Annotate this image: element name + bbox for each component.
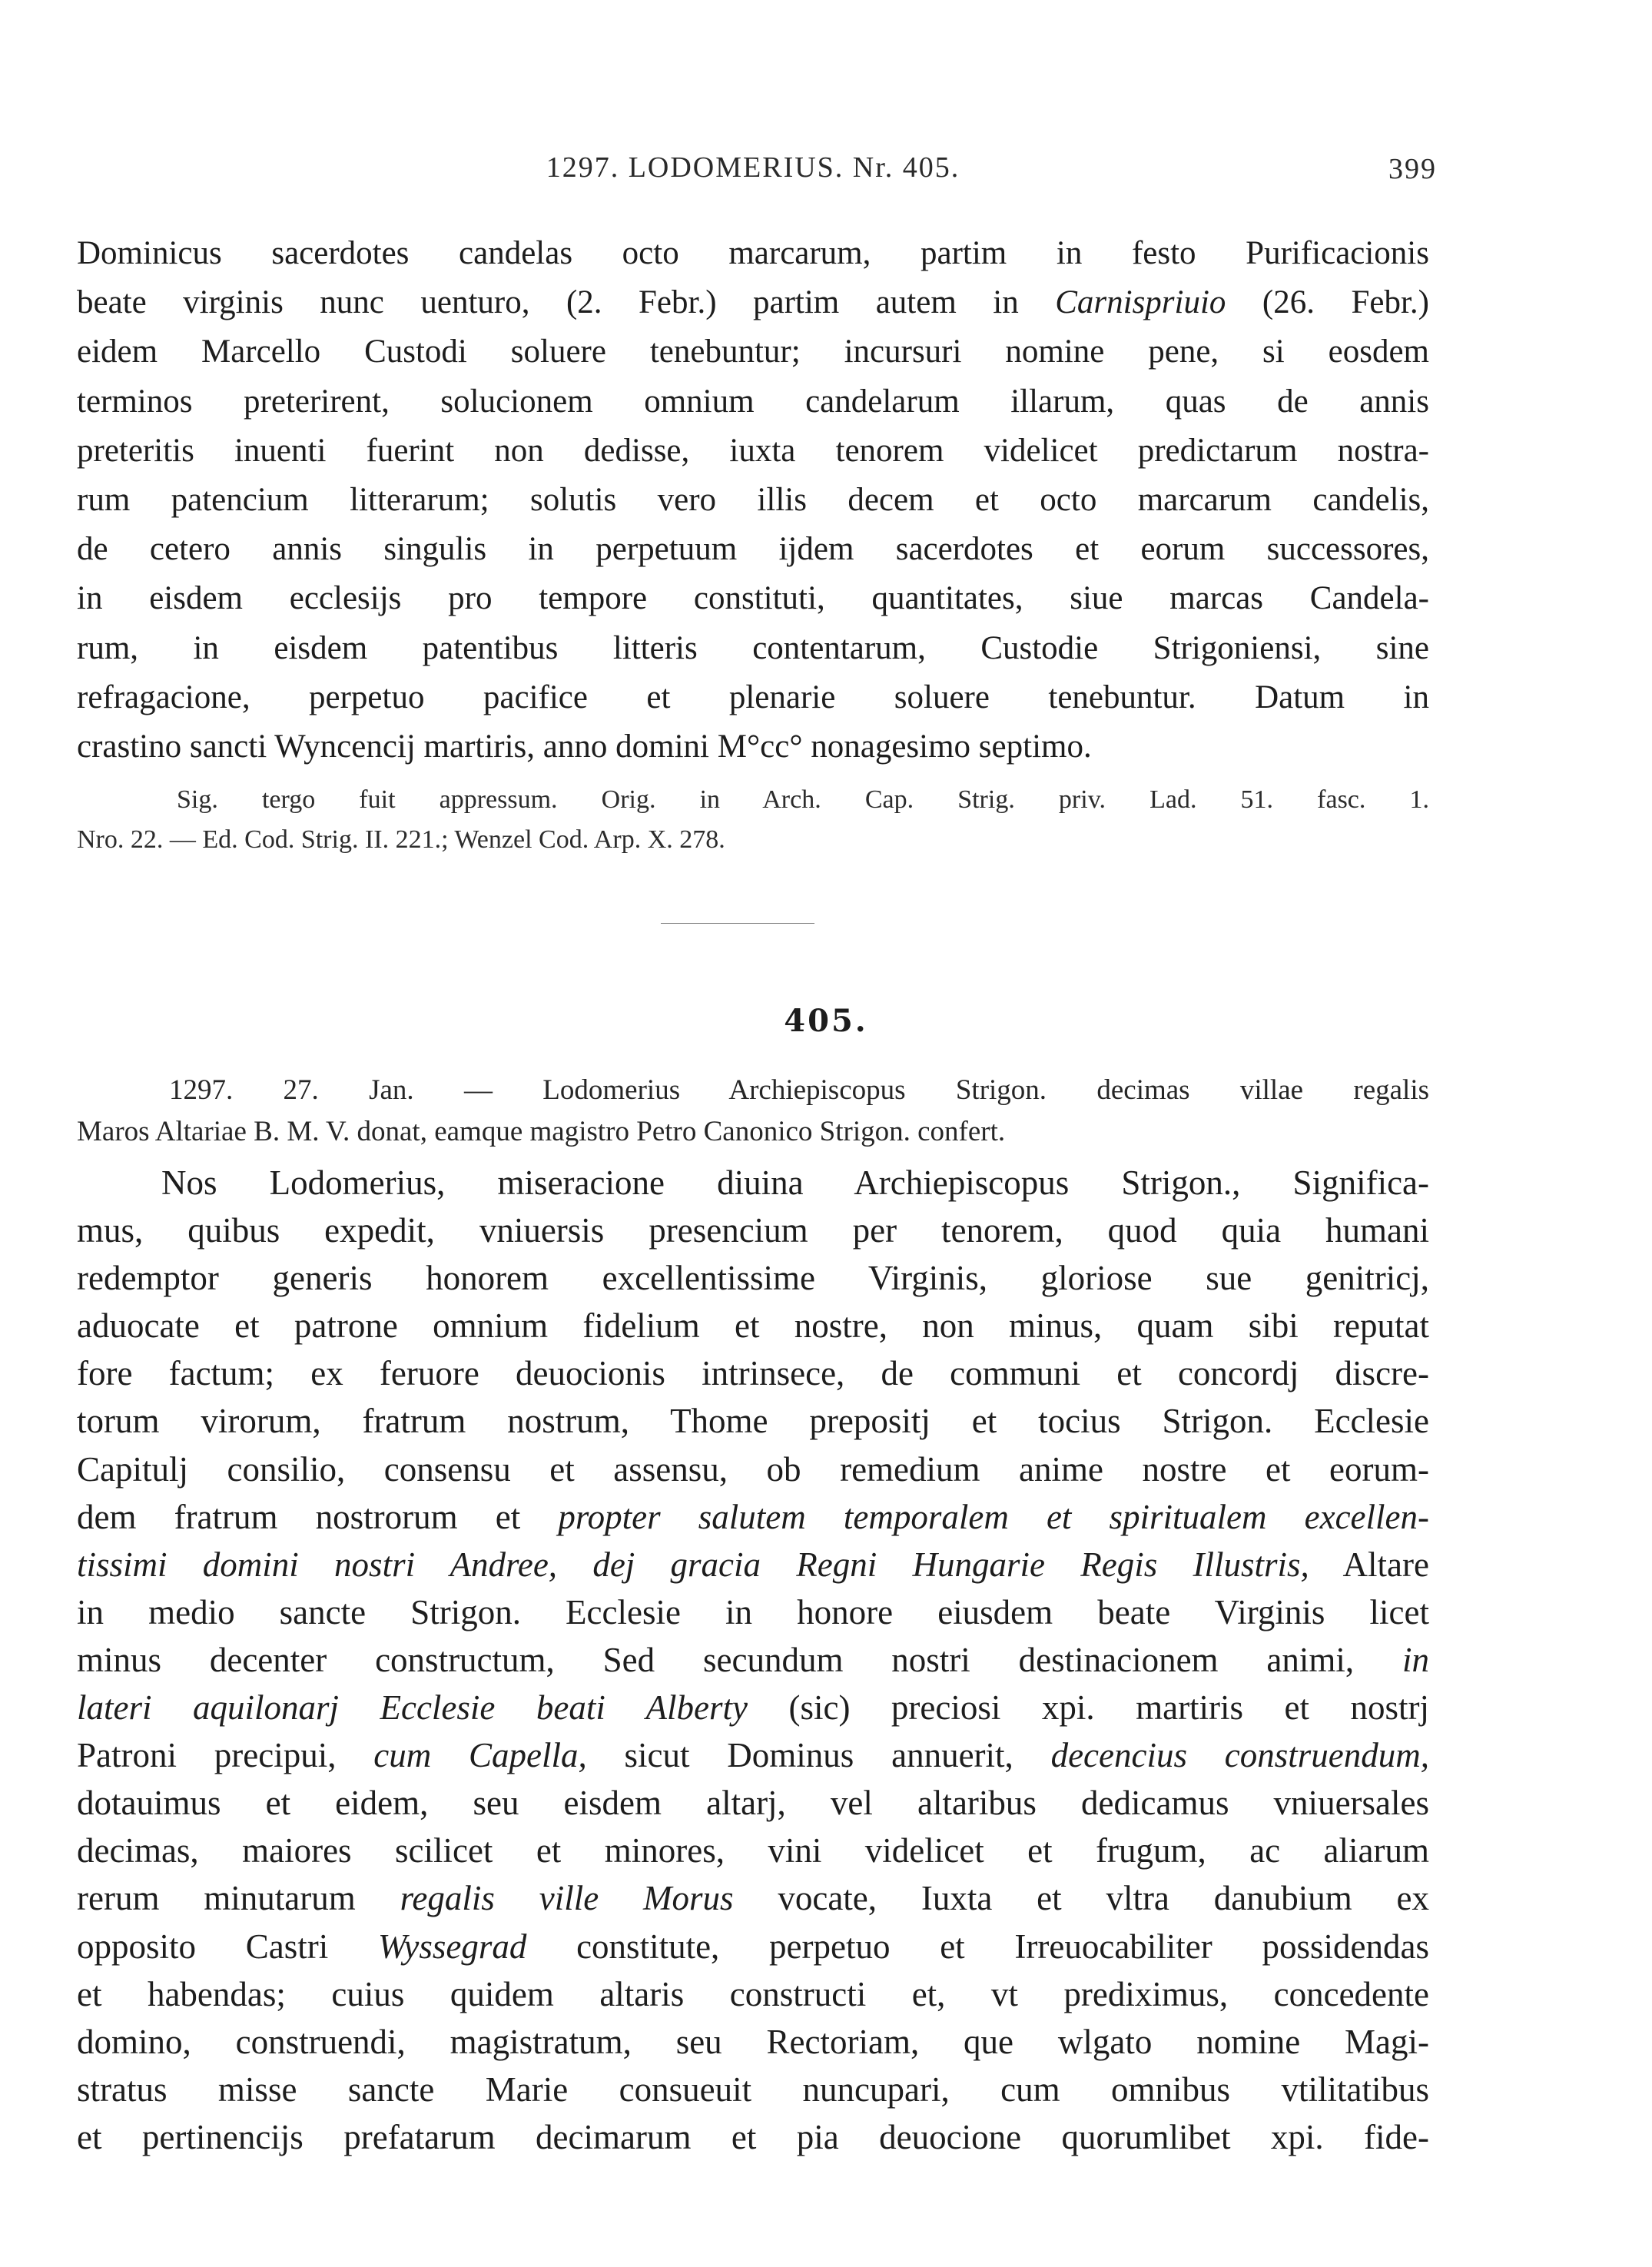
- page-number: 399: [1388, 153, 1437, 185]
- text-segment: in medio sancte Strigon. Ecclesie in honore eiusdem beate Virginis licet: [77, 1592, 1429, 1631]
- text-line: [77, 1970, 1429, 2018]
- text-line: [77, 1446, 1429, 1493]
- text-segment: redemptor generis honorem excellentissime Virginis, gloriose sue genitricj,: [77, 1259, 1429, 1298]
- running-header: [77, 151, 1437, 189]
- text-segment: minus decenter constructum, Sed secundum nostri destinacionem animi,: [77, 1640, 1402, 1679]
- text-segment: stratus misse sancte Marie consueuit nuncupari, cum omnibus vtilitatibus: [77, 2070, 1429, 2109]
- italic-text: in: [1402, 1640, 1429, 1679]
- text-segment: Nos Lodomerius, miseracione diuina Archiepiscopus Strigon., Significa-: [161, 1163, 1429, 1202]
- text-segment: rerum minutarum: [77, 1879, 400, 1918]
- text-line: [77, 1541, 1429, 1588]
- text-line: [77, 1349, 1429, 1397]
- italic-text: Wyssegrad: [378, 1927, 527, 1966]
- italic-text: decencius construendum,: [1050, 1736, 1429, 1775]
- text-line: [77, 2066, 1429, 2113]
- text-segment: Patroni precipui,: [77, 1736, 374, 1775]
- text-segment: preteritis inuenti fuerint non dedisse, iuxta tenorem videlicet predictarum nostra-: [77, 432, 1429, 469]
- text-segment: 1297. 27. Jan. — Lodomerius Archiepiscopus Strigon. decimas villae regalis: [169, 1074, 1429, 1106]
- italic-text: lateri aquilonarj Ecclesie beati Alberty: [77, 1688, 748, 1728]
- intro-paragraph: [77, 229, 1429, 772]
- text-line: [77, 1070, 1429, 1111]
- italic-text: Carnispriuio: [1055, 284, 1226, 321]
- text-line: [77, 1111, 1429, 1153]
- text-segment: eidem Marcello Custodi soluere tenebuntur; incursuri nomine pene, si eosdem: [77, 334, 1429, 370]
- text-segment: domino, construendi, magistratum, seu Rectoriam, que wlgato nomine Magi-: [77, 2022, 1429, 2061]
- text-line: [77, 1493, 1429, 1541]
- text-line: [77, 1874, 1429, 1922]
- text-segment: vocate, Iuxta et vltra danubium ex: [733, 1879, 1430, 1918]
- text-line: [77, 327, 1429, 377]
- text-segment: Altare: [1309, 1545, 1429, 1584]
- text-segment: Capitulj consilio, consensu et assensu, ob remedium anime nostre et eorum-: [77, 1449, 1429, 1489]
- text-segment: rum, in eisdem patentibus litteris contentarum, Custodie Strigoniensi, sine: [77, 629, 1429, 666]
- text-line: [77, 377, 1429, 427]
- text-line: [77, 820, 1429, 860]
- text-segment: opposito Castri: [77, 1927, 378, 1966]
- text-line: [77, 1302, 1429, 1349]
- text-line: [77, 1207, 1429, 1254]
- italic-text: regalis ville Morus: [400, 1879, 734, 1918]
- text-segment: in eisdem ecclesijs pro tempore constituti, quantitates, siue marcas Candela-: [77, 580, 1429, 617]
- section-divider: [661, 923, 814, 924]
- text-segment: beate virginis nunc uenturo, (2. Febr.) partim autem in: [77, 284, 1056, 321]
- italic-text: tissimi domini nostri Andree, dej gracia Regni Hungarie Regis Illustris,: [77, 1545, 1309, 1584]
- text-line: [77, 476, 1429, 525]
- text-segment: dotauimus et eidem, seu eisdem altarj, vel altaribus dedicamus vniuersales: [77, 1784, 1429, 1823]
- text-segment: mus, quibus expedit, vniuersis presencium per tenorem, quod quia humani: [77, 1211, 1429, 1250]
- text-line: [77, 1779, 1429, 1827]
- document-body: [77, 1159, 1429, 2161]
- text-segment: et habendas; cuius quidem altaris constructi et, vt prediximus, concedente: [77, 1974, 1429, 2013]
- source-note: [77, 780, 1429, 860]
- text-segment: sicut Dominus annuerit,: [586, 1736, 1051, 1775]
- text-line: [77, 1397, 1429, 1445]
- text-segment: aduocate et patrone omnium fidelium et nostre, non minus, quam sibi reputat: [77, 1306, 1429, 1346]
- text-segment: torum virorum, fratrum nostrum, Thome prepositj et tocius Strigon. Ecclesie: [77, 1402, 1429, 1441]
- text-line: [77, 2113, 1429, 2161]
- text-segment: constitute, perpetuo et Irreuocabiliter possidendas: [526, 1927, 1429, 1966]
- text-line: [77, 2018, 1429, 2066]
- text-line: [77, 1636, 1429, 1684]
- text-segment: refragacione, perpetuo pacifice et plenarie soluere tenebuntur. Datum in: [77, 679, 1429, 715]
- text-segment: decimas, maiores scilicet et minores, vini videlicet et frugum, ac aliarum: [77, 1831, 1429, 1870]
- running-title: 1297. LODOMERIUS. Nr. 405.: [546, 151, 960, 184]
- text-line: [77, 525, 1429, 574]
- text-line: [77, 574, 1429, 623]
- text-line: [77, 427, 1429, 476]
- text-segment: Sig. tergo fuit appressum. Orig. in Arch. Cap. Strig. priv. Lad. 51. fasc. 1.: [177, 785, 1429, 814]
- text-line: [77, 780, 1429, 820]
- text-segment: Nro. 22. — Ed. Cod. Strig. II. 221.; Wenzel Cod. Arp. X. 278.: [77, 825, 725, 854]
- text-segment: dem fratrum nostrorum et: [77, 1497, 559, 1536]
- text-line: [77, 1588, 1429, 1636]
- document-regest: [77, 1070, 1429, 1153]
- text-segment: terminos preterirent, solucionem omnium candelarum illarum, quas de annis: [77, 383, 1429, 420]
- text-line: [77, 278, 1429, 327]
- text-segment: Maros Altariae B. M. V. donat, eamque magistro Petro Canonico Strigon. confert.: [77, 1116, 1006, 1147]
- text-segment: de cetero annis singulis in perpetuum ijdem sacerdotes et eorum successores,: [77, 531, 1429, 568]
- text-line: [77, 1254, 1429, 1302]
- text-line: [77, 229, 1429, 278]
- text-line: [77, 1731, 1429, 1779]
- text-segment: (26. Febr.): [1226, 284, 1429, 321]
- italic-text: cum Capella,: [373, 1736, 587, 1775]
- text-line: [77, 1923, 1429, 1970]
- text-segment: Dominicus sacerdotes candelas octo marcarum, partim in festo Purificacionis: [77, 235, 1429, 271]
- text-line: [77, 722, 1429, 772]
- text-segment: crastino sancti Wyncencij martiris, anno domini M°cc° nonagesimo septimo.: [77, 728, 1092, 765]
- text-line: [77, 673, 1429, 722]
- document-number: 405.: [784, 1003, 868, 1039]
- text-line: [77, 1684, 1429, 1731]
- italic-text: propter salutem temporalem et spiritualem excellen-: [558, 1497, 1429, 1536]
- text-line: [77, 624, 1429, 673]
- text-line: [77, 1159, 1429, 1207]
- text-segment: et pertinencijs prefatarum decimarum et pia deuocione quorumlibet xpi. fide-: [77, 2117, 1429, 2156]
- text-segment: rum patencium litterarum; solutis vero illis decem et octo marcarum candelis,: [77, 481, 1429, 518]
- text-line: [77, 1827, 1429, 1874]
- text-segment: fore factum; ex feruore deuocionis intrinsece, de communi et concordj discre-: [77, 1354, 1429, 1393]
- text-segment: (sic) preciosi xpi. martiris et nostrj: [747, 1688, 1430, 1728]
